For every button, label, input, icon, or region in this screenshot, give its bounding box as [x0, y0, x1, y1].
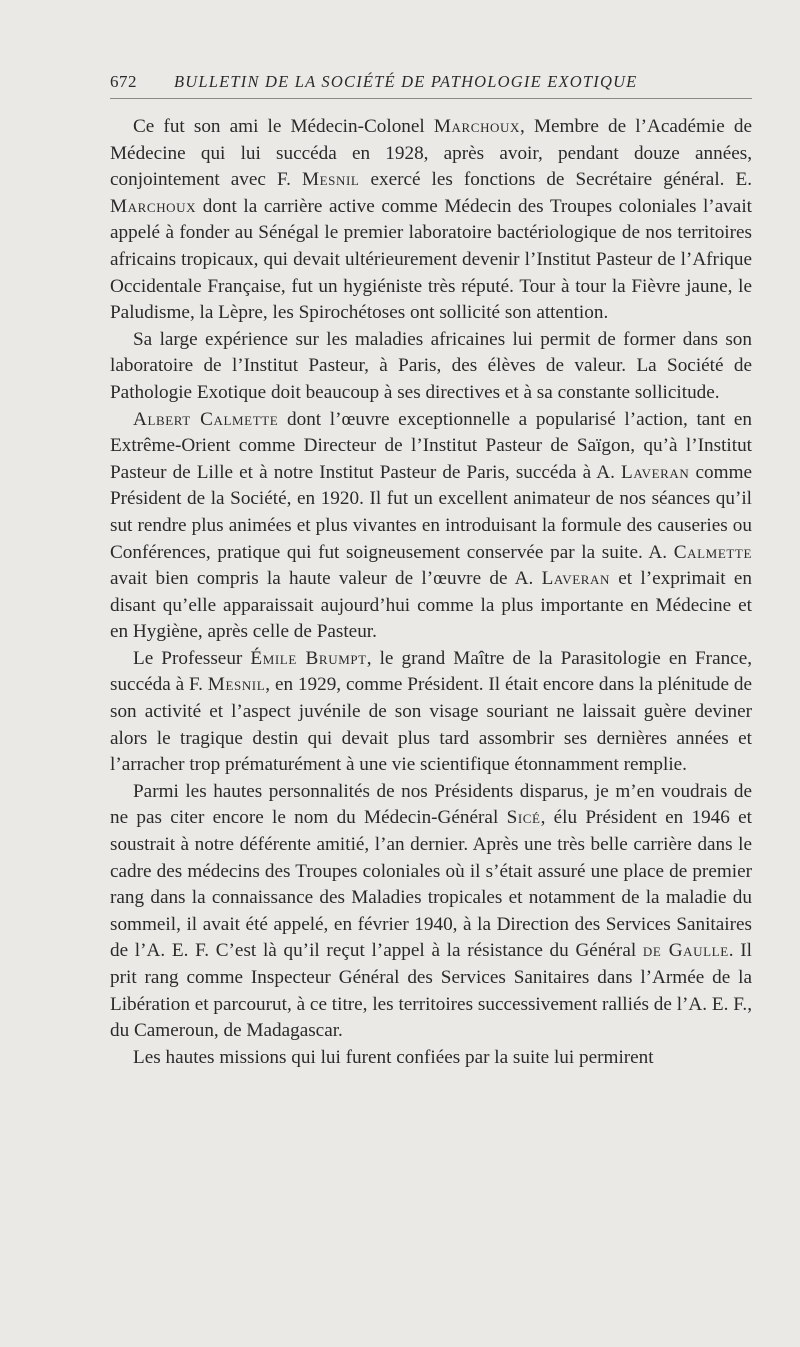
person-name: de Gaulle: [642, 940, 729, 962]
paragraph: Ce fut son ami le Médecin-Colonel Marchoux, Membre de l’Académie de Médecine qui lui succéda en 1928, après avoir, pendant douze années, conjointement avec F. Mesnil exercé les fonctions de Secrétaire général. E. Marchoux dont la carrière active comme Médecin des Troupes coloniales l’avait appelé à fonder au Sénégal le premier laboratoire bactériologique de nos territoires africains tropicaux, qui devait ultérieurement devenir l’Institut Pasteur de l’Afrique Occidentale Française, fut un hygiéniste très réputé. Tour à tour la Fièvre jaune, le Paludisme, la Lèpre, les Spirochétoses ont sollicité son attention.: [110, 116, 752, 324]
person-name: Laveran: [621, 461, 690, 483]
body-text: [110, 114, 752, 1071]
journal-title: BULLETIN DE LA SOCIÉTÉ DE PATHOLOGIE EXOTIQUE: [174, 72, 638, 91]
paragraph: Le Professeur Émile Brumpt, le grand Maître de la Parasitologie en France, succéda à F. Mesnil, en 1929, comme Président. Il était encore dans la plénitude de son activité et l’aspect juvénile de son visage souriant ne laissait guère deviner alors le tragique destin qui devait plus tard assombrir ses dernières années et l’arracher trop prématurément à une vie scientifique étonnamment remplie.: [110, 647, 753, 776]
person-name: Marchoux: [433, 116, 521, 137]
paragraph: Sa large expérience sur les maladies africaines lui permit de former dans son laboratoire de l’Institut Pasteur, à Paris, des élèves de valeur. La Société de Pathologie Exotique doit beaucoup à ses directives et à sa constante sollicitude.: [110, 328, 752, 403]
person-name: Laveran: [541, 568, 610, 590]
person-name: Mesnil: [301, 169, 360, 191]
person-name: Albert Calmette: [133, 408, 279, 430]
page-number: 672: [110, 72, 137, 91]
person-name: Sicé: [506, 807, 541, 829]
paragraph: Les hautes missions qui lui furent confiées par la suite lui permirent: [133, 1046, 654, 1068]
running-head: [110, 70, 752, 99]
person-name: Calmette: [673, 541, 752, 563]
person-name: Mesnil: [207, 674, 266, 696]
person-name: Marchoux: [110, 195, 197, 217]
paragraph: Parmi les hautes personnalités de nos Présidents disparus, je m’en voudrais de ne pas citer encore le nom du Médecin-Général Sicé, élu Président en 1946 et soustrait à notre déférente amitié, l’an dernier. Après une très belle carrière dans le cadre des médecins des Troupes coloniales où il s’était assuré une place de premier rang dans la connaissance des Maladies tropicales et notamment de la maladie du sommeil, il avait été appelé, en février 1940, à la Direction des Services Sanitaires de l’A. E. F. C’est là qu’il reçut l’appel à la résistance du Général de Gaulle. Il prit rang comme Inspecteur Général des Services Sanitaires dans l’Armée de la Libération et parcourut, à ce titre, les territoires successivement ralliés de l’A. E. F., du Cameroun, de Madagascar.: [110, 780, 752, 1042]
person-name: Émile Brumpt: [250, 647, 367, 669]
paragraph: Albert Calmette dont l’œuvre exceptionnelle a popularisé l’action, tant en Extrême-Orient comme Directeur de l’Institut Pasteur de Saïgon, qu’à l’Institut Pasteur de Lille et à notre Institut Pasteur de Paris, succéda à A. Laveran comme Président de la Société, en 1920. Il fut un excellent animateur de nos séances qu’il sut rendre plus animées et plus vivantes en introduisant la formule des causeries ou Conférences, pratique qui fut soigneusement conservée par la suite. A. Calmette avait bien compris la haute valeur de l’œuvre de A. Laveran et l’exprimait en disant qu’elle apparaissait aujourd’hui comme la plus importante en Médecine et en Hygiène, après celle de Pasteur.: [110, 408, 753, 643]
